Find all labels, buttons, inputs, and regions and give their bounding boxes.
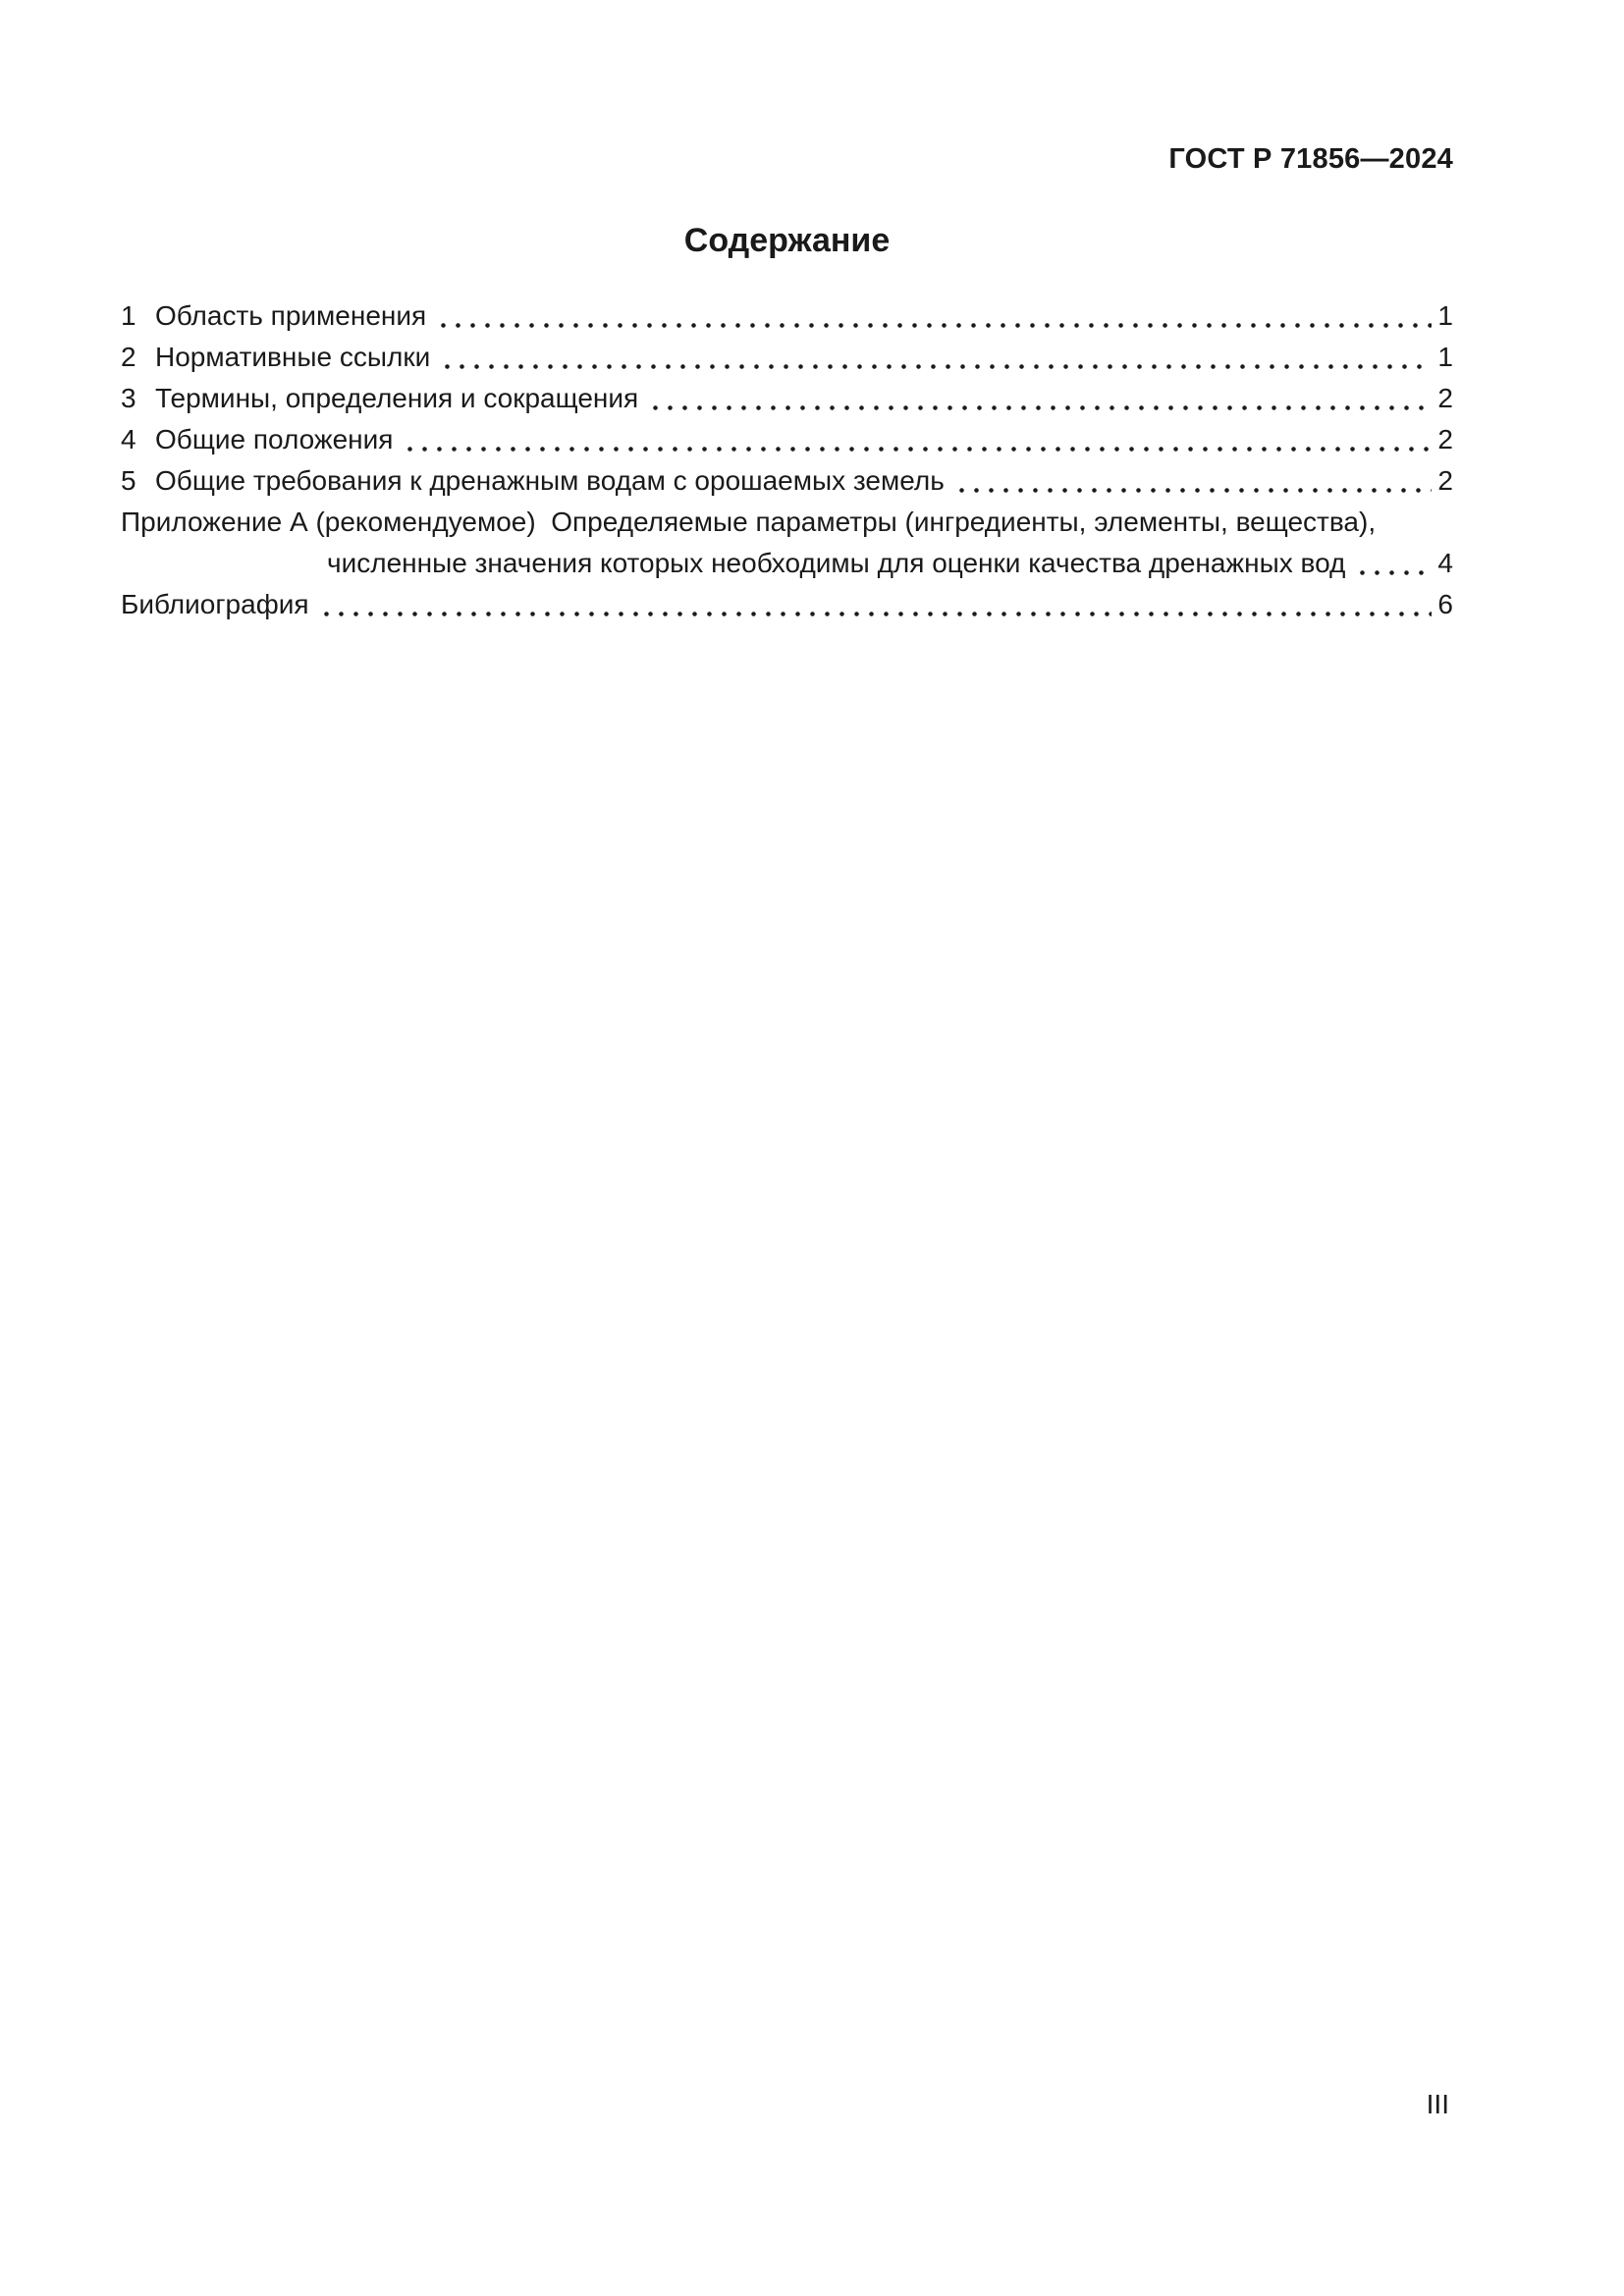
toc-entry-number: 2 <box>121 342 136 372</box>
toc-entry-number: 5 <box>121 465 136 496</box>
toc-entry <box>121 378 1453 419</box>
toc-entry-page: 1 <box>1437 300 1453 331</box>
toc-entry <box>121 460 1453 502</box>
toc-entry-label: Общие положения <box>155 424 394 454</box>
toc-entry-page: 2 <box>1437 424 1453 454</box>
dot-leader <box>954 460 1433 502</box>
toc-entry <box>121 337 1453 378</box>
toc-entry-label: Библиография <box>121 589 309 619</box>
toc-entry <box>121 502 1453 543</box>
toc-entry-number: 4 <box>121 424 136 454</box>
toc-entry-label: Нормативные ссылки <box>155 342 431 372</box>
page-title: Содержание <box>683 222 891 259</box>
dot-leader <box>648 378 1432 419</box>
doc-code: ГОСТ Р 71856—2024 <box>1168 143 1453 175</box>
dot-leader <box>403 419 1432 460</box>
toc-entry <box>121 295 1453 337</box>
page-number: III <box>1426 2089 1449 2119</box>
dot-leader <box>1355 543 1432 584</box>
toc-entry-page: 2 <box>1437 383 1453 413</box>
toc-entry-page: 1 <box>1437 342 1453 372</box>
toc-entry-label: численные значения которых необходимы для оценки качества дренажных вод <box>327 548 1346 578</box>
toc-entry-page: 4 <box>1437 548 1453 578</box>
toc-entry-label: Область применения <box>155 300 427 331</box>
dot-leader <box>319 584 1433 625</box>
toc-entry-label: Термины, определения и сокращения <box>155 383 639 413</box>
toc-entry-page: 2 <box>1437 465 1453 496</box>
toc-entry <box>121 584 1453 625</box>
toc-entry-continuation <box>121 543 1453 584</box>
toc-entry-label: Общие требования к дренажным водам с орошаемых земель <box>155 465 945 496</box>
content-area <box>121 142 1453 625</box>
toc-entry-page: 6 <box>1437 589 1453 619</box>
table-of-contents <box>121 295 1453 625</box>
toc-entry-number: 3 <box>121 383 136 413</box>
dot-leader <box>436 295 1432 337</box>
toc-entry <box>121 419 1453 460</box>
toc-entry-label: Приложение А (рекомендуемое) Определяемые параметры (ингредиенты, элементы, вещества), <box>121 507 1377 537</box>
toc-entry-number: 1 <box>121 300 136 331</box>
dot-leader <box>440 337 1432 378</box>
